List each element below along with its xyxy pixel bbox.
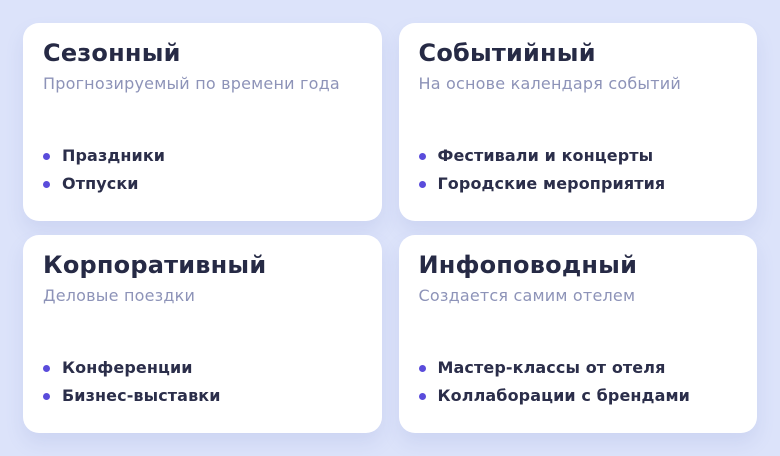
bullet-icon <box>43 181 50 188</box>
card-event <box>399 23 758 221</box>
list-item <box>43 382 362 410</box>
list-item <box>419 354 738 382</box>
card-seasonal <box>23 23 382 221</box>
list-item <box>43 354 362 382</box>
list-item-label: Городские мероприятия <box>437 174 666 193</box>
bullet-icon <box>419 153 426 160</box>
list-item-label: Праздники <box>62 146 166 165</box>
card-subtitle: На основе календаря событий <box>418 74 681 93</box>
bullet-icon <box>43 153 50 160</box>
list-item <box>419 170 738 198</box>
card-title: Корпоративный <box>43 251 267 279</box>
card-list <box>419 354 738 410</box>
card-list <box>43 354 362 410</box>
card-subtitle: Создается самим отелем <box>418 286 636 305</box>
list-item <box>43 170 362 198</box>
bullet-icon <box>419 393 426 400</box>
card-title: Событийный <box>418 39 596 67</box>
bullet-icon <box>419 365 426 372</box>
card-list <box>419 142 738 198</box>
list-item-label: Фестивали и концерты <box>437 146 654 165</box>
bullet-icon <box>419 181 426 188</box>
list-item-label: Бизнес-выставки <box>62 386 221 405</box>
list-item-label: Отпуски <box>62 174 139 193</box>
bullet-icon <box>43 365 50 372</box>
list-item-label: Коллаборации с брендами <box>437 386 690 405</box>
card-title: Инфоповодный <box>418 251 638 279</box>
card-newsworthy <box>399 235 758 433</box>
card-corporate <box>23 235 382 433</box>
card-title: Сезонный <box>43 39 181 67</box>
bullet-icon <box>43 393 50 400</box>
list-item <box>419 142 738 170</box>
list-item <box>43 142 362 170</box>
card-subtitle: Прогнозируемый по времени года <box>43 74 340 93</box>
card-subtitle: Деловые поездки <box>43 286 196 305</box>
list-item-label: Мастер-классы от отеля <box>437 358 666 377</box>
list-item-label: Конференции <box>62 358 193 377</box>
list-item <box>419 382 738 410</box>
card-list <box>43 142 362 198</box>
